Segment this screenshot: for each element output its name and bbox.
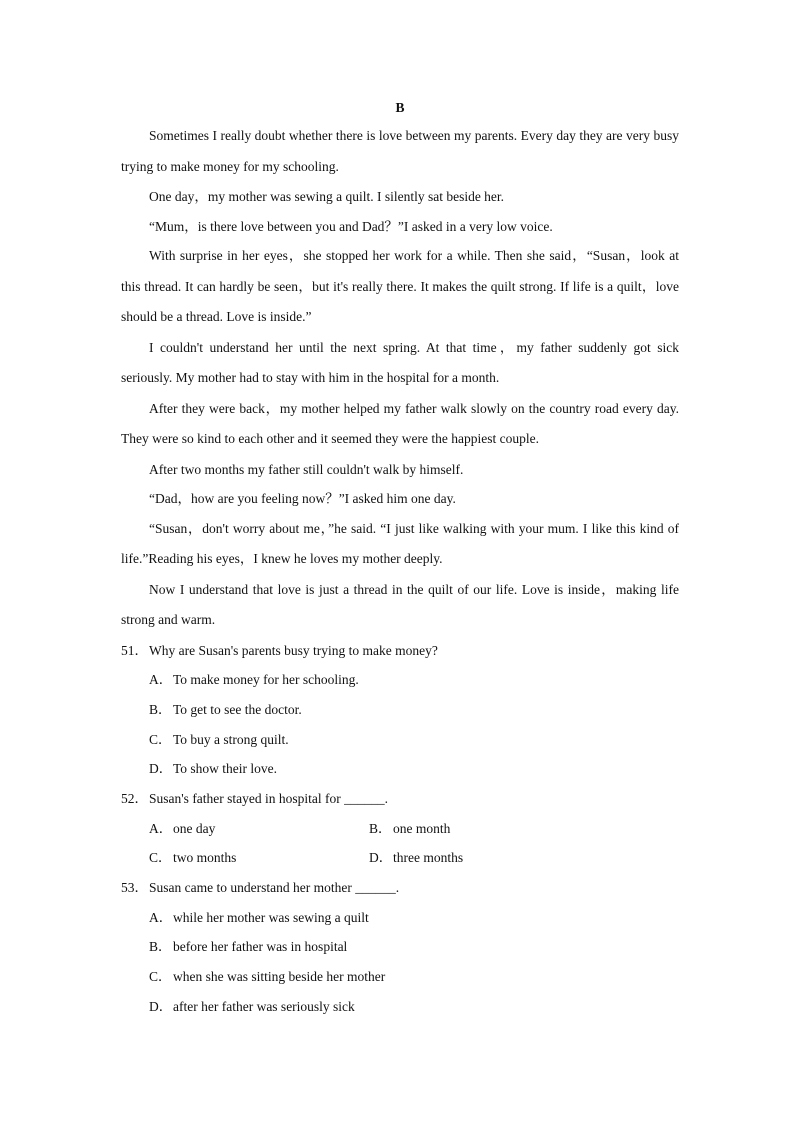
passage-paragraph: After they were back，my mother helped my father walk slowly on the country road every day. They were so kind to each other and it seemed they were the happiest couple. <box>121 400 679 446</box>
question-text: Why are Susan's parents busy trying to make money? <box>149 642 438 658</box>
option-letter: B． <box>149 939 172 955</box>
option-a <box>149 814 369 844</box>
passage-paragraph: One day，my mother was sewing a quilt. I silently sat beside her. <box>149 189 505 204</box>
option-letter: D． <box>149 998 173 1014</box>
question-text: Susan came to understand her mother ______. <box>149 880 400 895</box>
option-a <box>121 665 679 695</box>
option-text: To make money for her schooling. <box>173 672 359 688</box>
option-text: To buy a strong quilt. <box>173 731 289 747</box>
option-row <box>121 814 679 844</box>
option-letter: A． <box>149 672 173 688</box>
option-row <box>121 843 679 873</box>
passage-paragraph: I couldn't understand her until the next spring. At that time，my father suddenly got sick seriously. My mother had to stay with him in the hospital for a month. <box>121 339 679 385</box>
option-d <box>121 992 679 1022</box>
passage-paragraph: “Dad，how are you feeling now？”I asked him one day. <box>149 491 456 506</box>
option-text: one day <box>173 820 216 836</box>
passage-paragraph: After two months my father still couldn't walk by himself. <box>149 461 464 477</box>
reading-passage <box>121 121 679 636</box>
option-text: two months <box>173 850 237 866</box>
option-b <box>121 932 679 962</box>
option-b <box>369 814 589 844</box>
question-number: 53． <box>121 880 148 895</box>
document-page <box>121 96 679 1021</box>
question-52 <box>121 784 679 873</box>
question-text: Susan's father stayed in hospital for ______. <box>149 790 389 806</box>
question-stem <box>121 636 679 666</box>
question-53 <box>121 873 679 1021</box>
passage-paragraph: Sometimes I really doubt whether there is love between my parents. Every day they are very busy trying to make money for my schooling. <box>121 128 679 174</box>
option-letter: C． <box>149 969 172 985</box>
option-letter: A． <box>149 820 173 836</box>
option-d <box>369 843 589 873</box>
option-b <box>121 695 679 725</box>
option-letter: B． <box>369 820 392 836</box>
option-c <box>149 843 369 873</box>
option-letter: D． <box>149 761 173 777</box>
question-stem <box>121 873 679 903</box>
option-letter: C． <box>149 731 172 747</box>
option-text: after her father was seriously sick <box>173 998 355 1014</box>
option-text: when she was sitting beside her mother <box>173 969 386 985</box>
option-letter: C． <box>149 850 172 866</box>
option-letter: D． <box>369 850 393 866</box>
option-c <box>121 725 679 755</box>
option-d <box>121 754 679 784</box>
option-text: To get to see the doctor. <box>173 701 302 717</box>
passage-paragraph: Now I understand that love is just a thread in the quilt of our life. Love is inside，making life strong and warm. <box>121 581 679 627</box>
option-letter: B． <box>149 701 172 717</box>
passage-paragraph: “Susan，don't worry about me，”he said. “I just like walking with your mum. I like this kind of life.”Reading his eyes，I knew he loves my mother deeply. <box>121 520 679 566</box>
option-text: one month <box>393 820 451 836</box>
option-text: before her father was in hospital <box>173 939 348 955</box>
option-c <box>121 962 679 992</box>
question-stem <box>121 784 679 814</box>
passage-paragraph: “Mum，is there love between you and Dad？”I asked in a very low voice. <box>149 218 553 234</box>
option-a <box>121 903 679 933</box>
option-text: To show their love. <box>173 761 278 777</box>
section-heading: B <box>395 100 405 115</box>
option-text: while her mother was sewing a quilt <box>173 909 369 925</box>
passage-paragraph: With surprise in her eyes，she stopped her work for a while. Then she said，“Susan，look at this thread. It can hardly be seen，but it's really there. It makes the quilt strong. If life is a quilt，love should be a thread. Love is inside.” <box>121 248 679 324</box>
question-number: 52． <box>121 790 148 806</box>
question-number: 51． <box>121 642 148 658</box>
option-text: three months <box>393 850 464 866</box>
option-letter: A． <box>149 909 173 925</box>
question-51 <box>121 636 679 784</box>
